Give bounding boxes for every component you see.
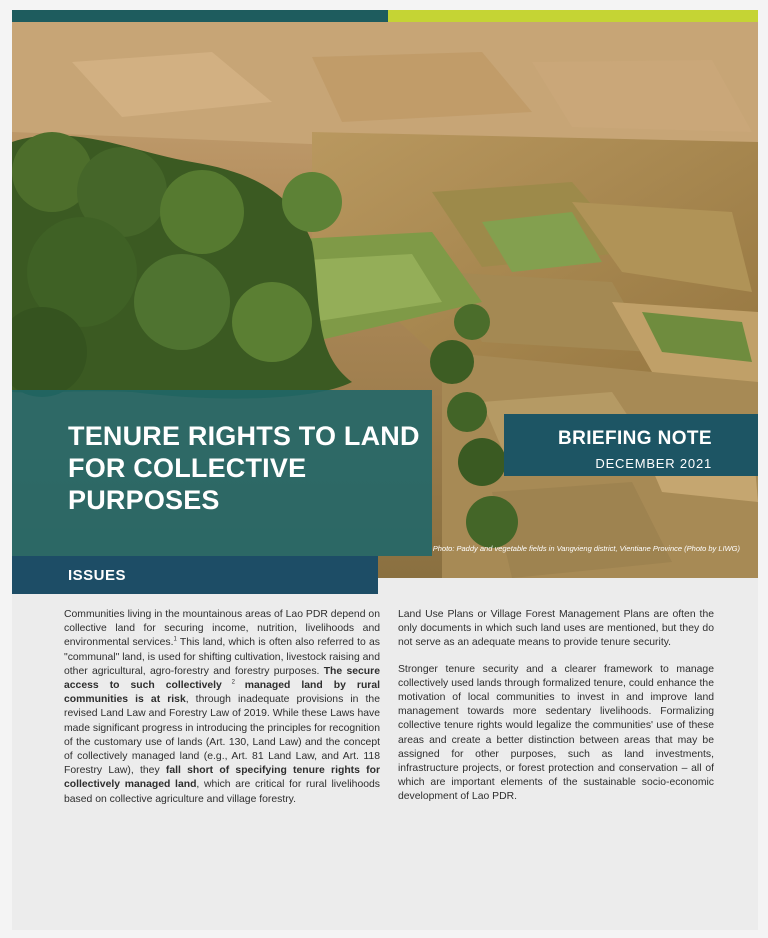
text-run: Communities living in the mountainous areas of Lao PDR depend on collective land for securing income, nutrition, livelihoods and environmental services. <box>64 609 380 649</box>
footnote-ref: 1 <box>173 636 177 643</box>
text-run: , through inadequate provisions in the revised Land Law and Forestry Law of 2019. While these Laws have made significant progress in introducing the principles for recognition of the customary use of lands (Art. 130, Land Law) and the concept of collectively managed land (e.g., Art. 81 Land Law, and Art. 118 Forestry Law), they <box>64 694 380 777</box>
briefing-page <box>12 10 758 930</box>
bold-text-run: The secure access to such collectively <box>64 665 380 692</box>
section-heading: ISSUES <box>68 567 127 584</box>
publication-date: DECEMBER 2021 <box>595 456 712 471</box>
bold-text-run: fall short of specifying tenure rights for collectively managed land <box>64 765 381 791</box>
page-title: TENURE RIGHTS TO LAND FOR COLLECTIVE PURPOSES <box>68 421 420 515</box>
right-paragraph-1: Land Use Plans or Village Forest Management Plans are often the only documents in which such land uses are mentioned, but they do not serve as an adequate means to provide tenure security. <box>398 609 714 649</box>
left-paragraph <box>64 608 380 807</box>
briefing-note-box <box>504 414 758 476</box>
photo-caption: Photo: Paddy and vegetable fields in Vangvieng district, Vientiane Province (Photo by LIWG) <box>432 544 740 553</box>
top-accent-bar-teal <box>12 10 388 22</box>
right-column <box>398 608 714 817</box>
section-heading-bar <box>12 556 378 594</box>
top-accent-bar-lime <box>388 10 758 22</box>
bold-text-run: managed land by rural communities is at risk <box>64 680 380 706</box>
briefing-note-label: BRIEFING NOTE <box>557 428 712 449</box>
right-paragraph-2: Stronger tenure security and a clearer framework to manage collectively used lands through formalized tenure, could enhance the motivation of local communities to invest in and improve land management towards more sedentary livelihoods. Formalizing collective tenure rights would legalize the communities' use of these areas and create a better distinction between areas that may be assigned for other purposes, such as land investments, infrastructure projects, or forest protection and conservation – all of which are important elements of the sustainable socio-economic development of Lao PDR. <box>398 663 714 803</box>
text-run: This land, which is often also referred to as "communal" land, is used for shifting cultivation, livestock raising and other agricultural, agro-forestry and forestry purposes. <box>64 637 380 677</box>
footnote-ref: 2 <box>221 679 245 686</box>
left-column <box>64 608 380 819</box>
title-block <box>12 390 432 556</box>
text-run: , which are critical for rural livelihoods based on collective agriculture and village forestry. <box>64 779 380 805</box>
